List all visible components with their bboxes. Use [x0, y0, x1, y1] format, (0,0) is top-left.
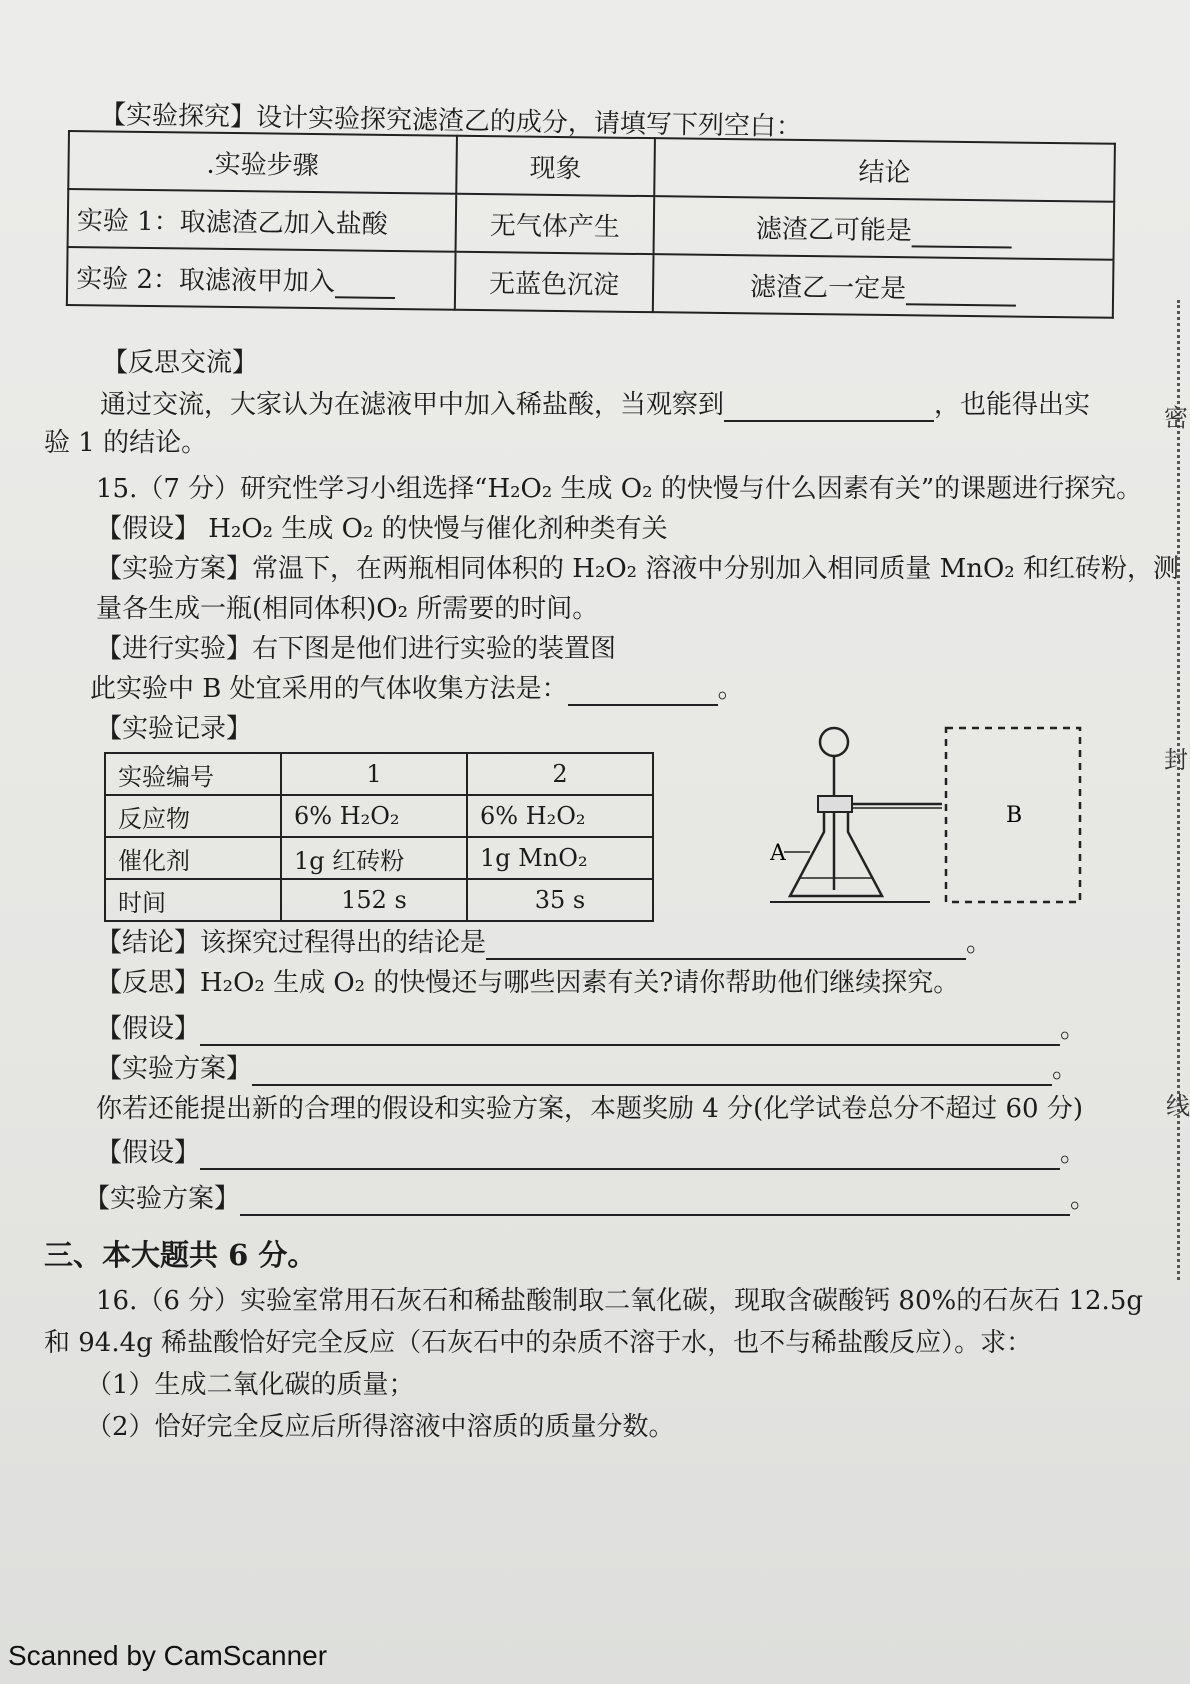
q15-reflect: 【反思】H₂O₂ 生成 O₂ 的快慢还与哪些因素有关?请你帮助他们继续探究。	[96, 968, 960, 998]
exploration-table	[66, 130, 1116, 319]
table-header-cell: 现象	[456, 136, 655, 196]
table-cell: 2	[467, 753, 653, 795]
table-cell	[67, 247, 456, 310]
table-cell: 1g MnO₂	[467, 837, 653, 879]
answer-blank[interactable]	[568, 704, 718, 706]
table-cell: 实验编号	[105, 753, 281, 795]
exploration-header: 【实验探究】设计实验探究滤渣乙的成分，请填写下列空白：	[99, 100, 803, 143]
table-cell-text: 滤渣乙可能是	[755, 213, 913, 246]
table-row	[105, 837, 653, 879]
q16-line-2: 和 94.4g 稀盐酸恰好完全反应（石灰石中的杂质不溶于水，也不与稀盐酸反应）。求：	[44, 1328, 1033, 1358]
table-cell	[653, 254, 1114, 318]
binding-margin-dotted-line	[1177, 300, 1190, 1280]
reflection-line-1	[100, 388, 1090, 422]
answer-blank[interactable]	[486, 958, 966, 960]
table-row	[105, 879, 653, 921]
period: 。	[1070, 1184, 1097, 1214]
q15-collect-text: 此实验中 B 处宜采用的气体收集方法是：	[90, 674, 568, 704]
table-cell: 实验 1：取滤渣乙加入盐酸	[68, 189, 457, 252]
period: 。	[1052, 1054, 1079, 1084]
q16-line-3: （1）生成二氧化碳的质量；	[86, 1370, 415, 1400]
reflection-header: 【反思交流】	[102, 348, 259, 378]
q15-plan-3-text: 【实验方案】	[96, 1054, 253, 1084]
q15-title: 15.（7 分）研究性学习小组选择“H₂O₂ 生成 O₂ 的快慢与什么因素有关”的课题进行探究。	[96, 474, 1143, 504]
section-3-title: 三、本大题共 6 分。	[44, 1238, 317, 1272]
q15-collect	[90, 672, 744, 706]
answer-blank[interactable]	[200, 1168, 1060, 1170]
table-cell: 1	[281, 753, 467, 795]
table-cell: 6% H₂O₂	[281, 795, 467, 837]
q15-hypothesis-2	[96, 1012, 1086, 1046]
q15-conclusion	[96, 926, 992, 960]
stopper	[818, 796, 852, 812]
table-cell	[654, 196, 1115, 260]
table-cell: 35 s	[467, 879, 653, 921]
table-cell: 无气体产生	[456, 194, 655, 254]
reflection-line-2: 验 1 的结论。	[44, 428, 208, 458]
period: 。	[1060, 1014, 1087, 1044]
table-row	[67, 247, 1114, 318]
q15-plan-3	[96, 1052, 1078, 1086]
table-cell: 反应物	[105, 795, 281, 837]
margin-char-mi: 密	[1164, 404, 1188, 432]
experiment-record-table	[104, 752, 654, 922]
q15-conduct: 【进行实验】右下图是他们进行实验的装置图	[96, 634, 617, 664]
q16-line-1: 16.（6 分）实验室常用石灰石和稀盐酸制取二氧化碳，现取含碳酸钙 80%的石灰石 12.5g	[96, 1286, 1144, 1316]
q15-record-header: 【实验记录】	[96, 714, 253, 744]
q15-plan-4	[84, 1182, 1096, 1216]
label-b: B	[1006, 803, 1023, 828]
table-cell: 152 s	[281, 879, 467, 921]
table-cell-text: 滤渣乙一定是	[749, 271, 907, 304]
table-cell: 无蓝色沉淀	[455, 252, 654, 312]
q15-conclusion-text: 【结论】该探究过程得出的结论是	[96, 928, 487, 958]
reflection-text: 通过交流，大家认为在滤液甲中加入稀盐酸，当观察到	[100, 390, 725, 420]
margin-char-xian: 线	[1166, 1092, 1190, 1120]
q15-plan-line-1: 【实验方案】常温下，在两瓶相同体积的 H₂O₂ 溶液中分别加入相同质量 MnO₂ 和红砖粉，测	[96, 554, 1179, 584]
reflection-text: ，也能得出实	[934, 390, 1091, 420]
table-row	[105, 753, 653, 795]
table-header-cell: 结论	[654, 138, 1115, 202]
table-cell-text: 实验 2：取滤液甲加入	[76, 263, 336, 297]
period: 。	[966, 928, 993, 958]
answer-blank[interactable]	[912, 245, 1012, 248]
answer-blank[interactable]	[200, 1044, 1060, 1046]
apparatus-diagram	[770, 720, 1100, 920]
table-cell: 催化剂	[105, 837, 281, 879]
period: 。	[1060, 1138, 1087, 1168]
q16-line-4: （2）恰好完全反应后所得溶液中溶质的质量分数。	[86, 1412, 675, 1442]
label-a: A	[770, 841, 786, 866]
table-header-cell: .实验步骤	[68, 131, 457, 194]
table-cell: 6% H₂O₂	[467, 795, 653, 837]
answer-blank[interactable]	[906, 303, 1016, 306]
answer-blank[interactable]	[240, 1214, 1070, 1216]
q15-plan-line-2: 量各生成一瓶(相同体积)O₂ 所需要的时间。	[96, 594, 599, 624]
period: 。	[717, 674, 744, 704]
q15-hypothesis-3	[96, 1136, 1086, 1170]
answer-blank[interactable]	[252, 1084, 1052, 1086]
table-row	[105, 795, 653, 837]
answer-blank[interactable]	[335, 296, 395, 299]
answer-blank[interactable]	[724, 420, 934, 422]
q15-hypothesis-3-text: 【假设】	[96, 1138, 201, 1168]
margin-char-feng: 封	[1164, 746, 1188, 774]
q15-bonus: 你若还能提出新的合理的假设和实验方案，本题奖励 4 分(化学试卷总分不超过 60 分)	[96, 1094, 1083, 1124]
q15-hypothesis: 【假设】 H₂O₂ 生成 O₂ 的快慢与催化剂种类有关	[96, 514, 668, 544]
table-cell: 时间	[105, 879, 281, 921]
table-cell: 1g 红砖粉	[281, 837, 467, 879]
conical-flask	[790, 812, 882, 896]
funnel-bulb	[820, 728, 848, 756]
q15-hypothesis-2-text: 【假设】	[96, 1014, 201, 1044]
q15-plan-4-text: 【实验方案】	[84, 1184, 241, 1214]
scanner-watermark: Scanned by CamScanner	[8, 1640, 328, 1671]
